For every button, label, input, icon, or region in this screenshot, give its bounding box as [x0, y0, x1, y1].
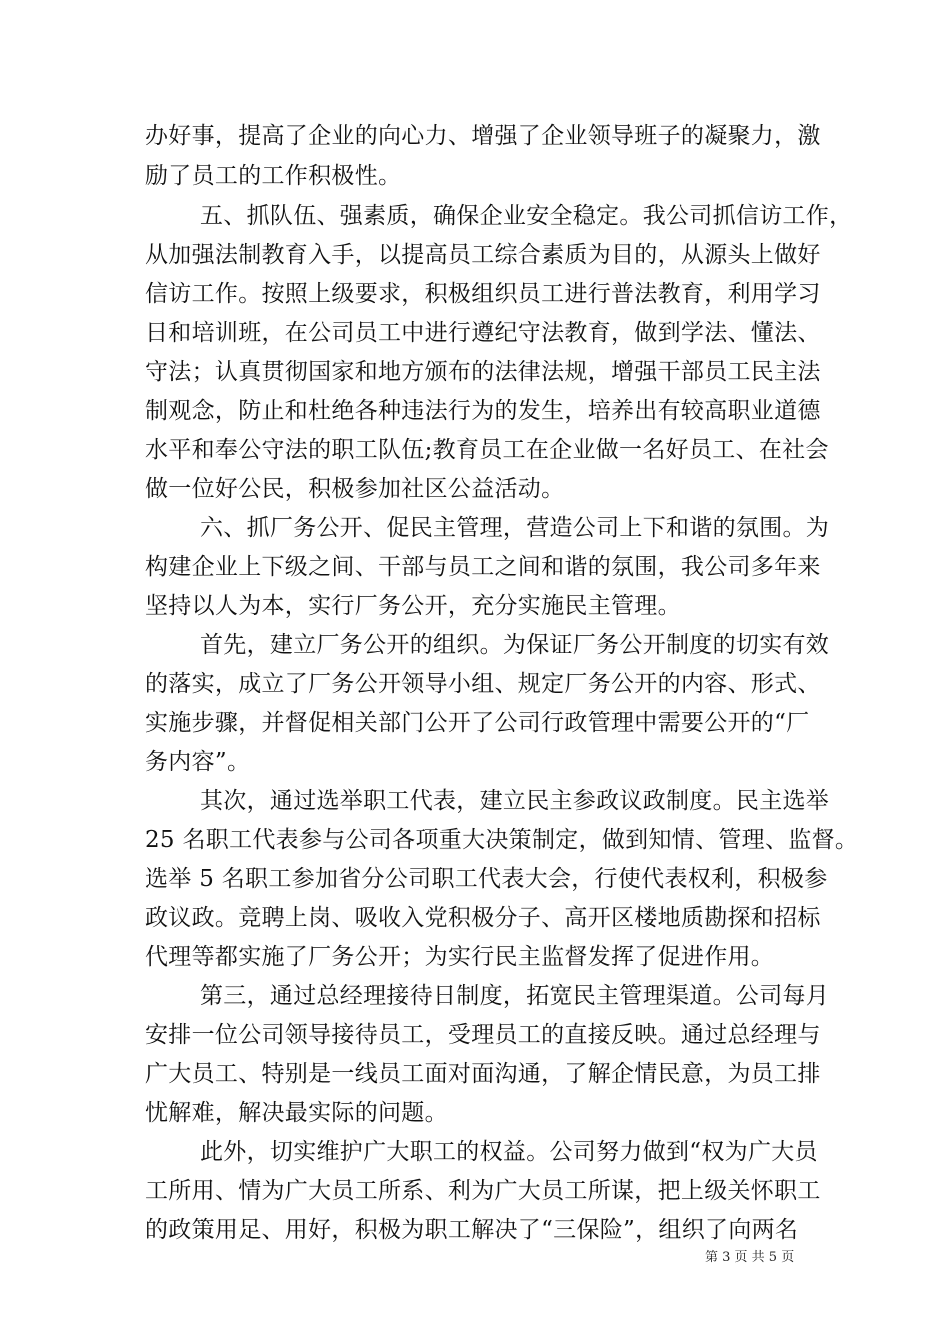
paragraph-start-line: 五、抓队伍、强素质，确保企业安全稳定。我公司抓信访工作， [200, 203, 853, 229]
text-line: 日和培训班，在公司员工中进行遵纪守法教育，做到学法、懂法、 [145, 320, 821, 346]
text-line: 办好事，提高了企业的向心力、增强了企业领导班子的凝聚力，激 [145, 123, 821, 149]
text-line: 信访工作。按照上级要求，积极组织员工进行普法教育，利用学习 [145, 281, 821, 307]
page-number-footer: 第 3 页 共 5 页 [705, 1250, 795, 1265]
text-line: 广大员工、特别是一线员工面对面沟通，了解企情民意，为员工排 [145, 1061, 821, 1087]
paragraph-start-line: 此外，切实维护广大职工的权益。公司努力做到“权为广大员 [200, 1139, 818, 1165]
text-line: 安排一位公司领导接待员工，受理员工的直接反映。通过总经理与 [145, 1022, 821, 1048]
text-line: 守法；认真贯彻国家和地方颁布的法律法规，增强干部员工民主法 [145, 359, 821, 385]
text-line: 工所用、情为广大员工所系、利为广大员工所谋，把上级关怀职工 [145, 1178, 821, 1204]
text-line: 忧解难，解决最实际的问题。 [145, 1100, 448, 1126]
paragraph-start-line: 六、抓厂务公开、促民主管理，营造公司上下和谐的氛围。为 [200, 515, 830, 541]
text-line: 构建企业上下级之间、干部与员工之间和谐的氛围，我公司多年来 [145, 554, 821, 580]
text-line: 25 名职工代表参与公司各项重大决策制定，做到知情、管理、监督。 [145, 827, 859, 853]
text-line: 务内容”。 [145, 749, 251, 775]
paragraph-start-line: 其次，通过选举职工代表，建立民主参政议政制度。民主选举 [200, 788, 830, 814]
text-line: 坚持以人为本，实行厂务公开，充分实施民主管理。 [145, 593, 681, 619]
text-line: 水平和奉公守法的职工队伍;教育员工在企业做一名好员工、在社会 [145, 437, 829, 463]
text-line: 做一位好公民，积极参加社区公益活动。 [145, 476, 565, 502]
text-line: 政议政。竞聘上岗、吸收入党积极分子、高开区楼地质勘探和招标 [145, 905, 821, 931]
text-line: 选举 5 名职工参加省分公司职工代表大会，行使代表权利，积极参 [145, 866, 828, 892]
text-line: 代理等都实施了厂务公开；为实行民主监督发挥了促进作用。 [145, 944, 775, 970]
text-line: 的落实，成立了厂务公开领导小组、规定厂务公开的内容、形式、 [145, 671, 821, 697]
text-line: 制观念，防止和杜绝各种违法行为的发生，培养出有较高职业道德 [145, 398, 821, 424]
paragraph-start-line: 首先，建立厂务公开的组织。为保证厂务公开制度的切实有效 [200, 632, 830, 658]
text-line: 的政策用足、用好，积极为职工解决了“三保险”，组织了向两名 [145, 1217, 799, 1243]
text-line: 从加强法制教育入手，以提高员工综合素质为目的，从源头上做好 [145, 242, 821, 268]
text-line: 励了员工的工作积极性。 [145, 163, 402, 189]
text-line: 实施步骤，并督促相关部门公开了公司行政管理中需要公开的“厂 [145, 710, 810, 736]
paragraph-start-line: 第三，通过总经理接待日制度，拓宽民主管理渠道。公司每月 [200, 983, 830, 1009]
